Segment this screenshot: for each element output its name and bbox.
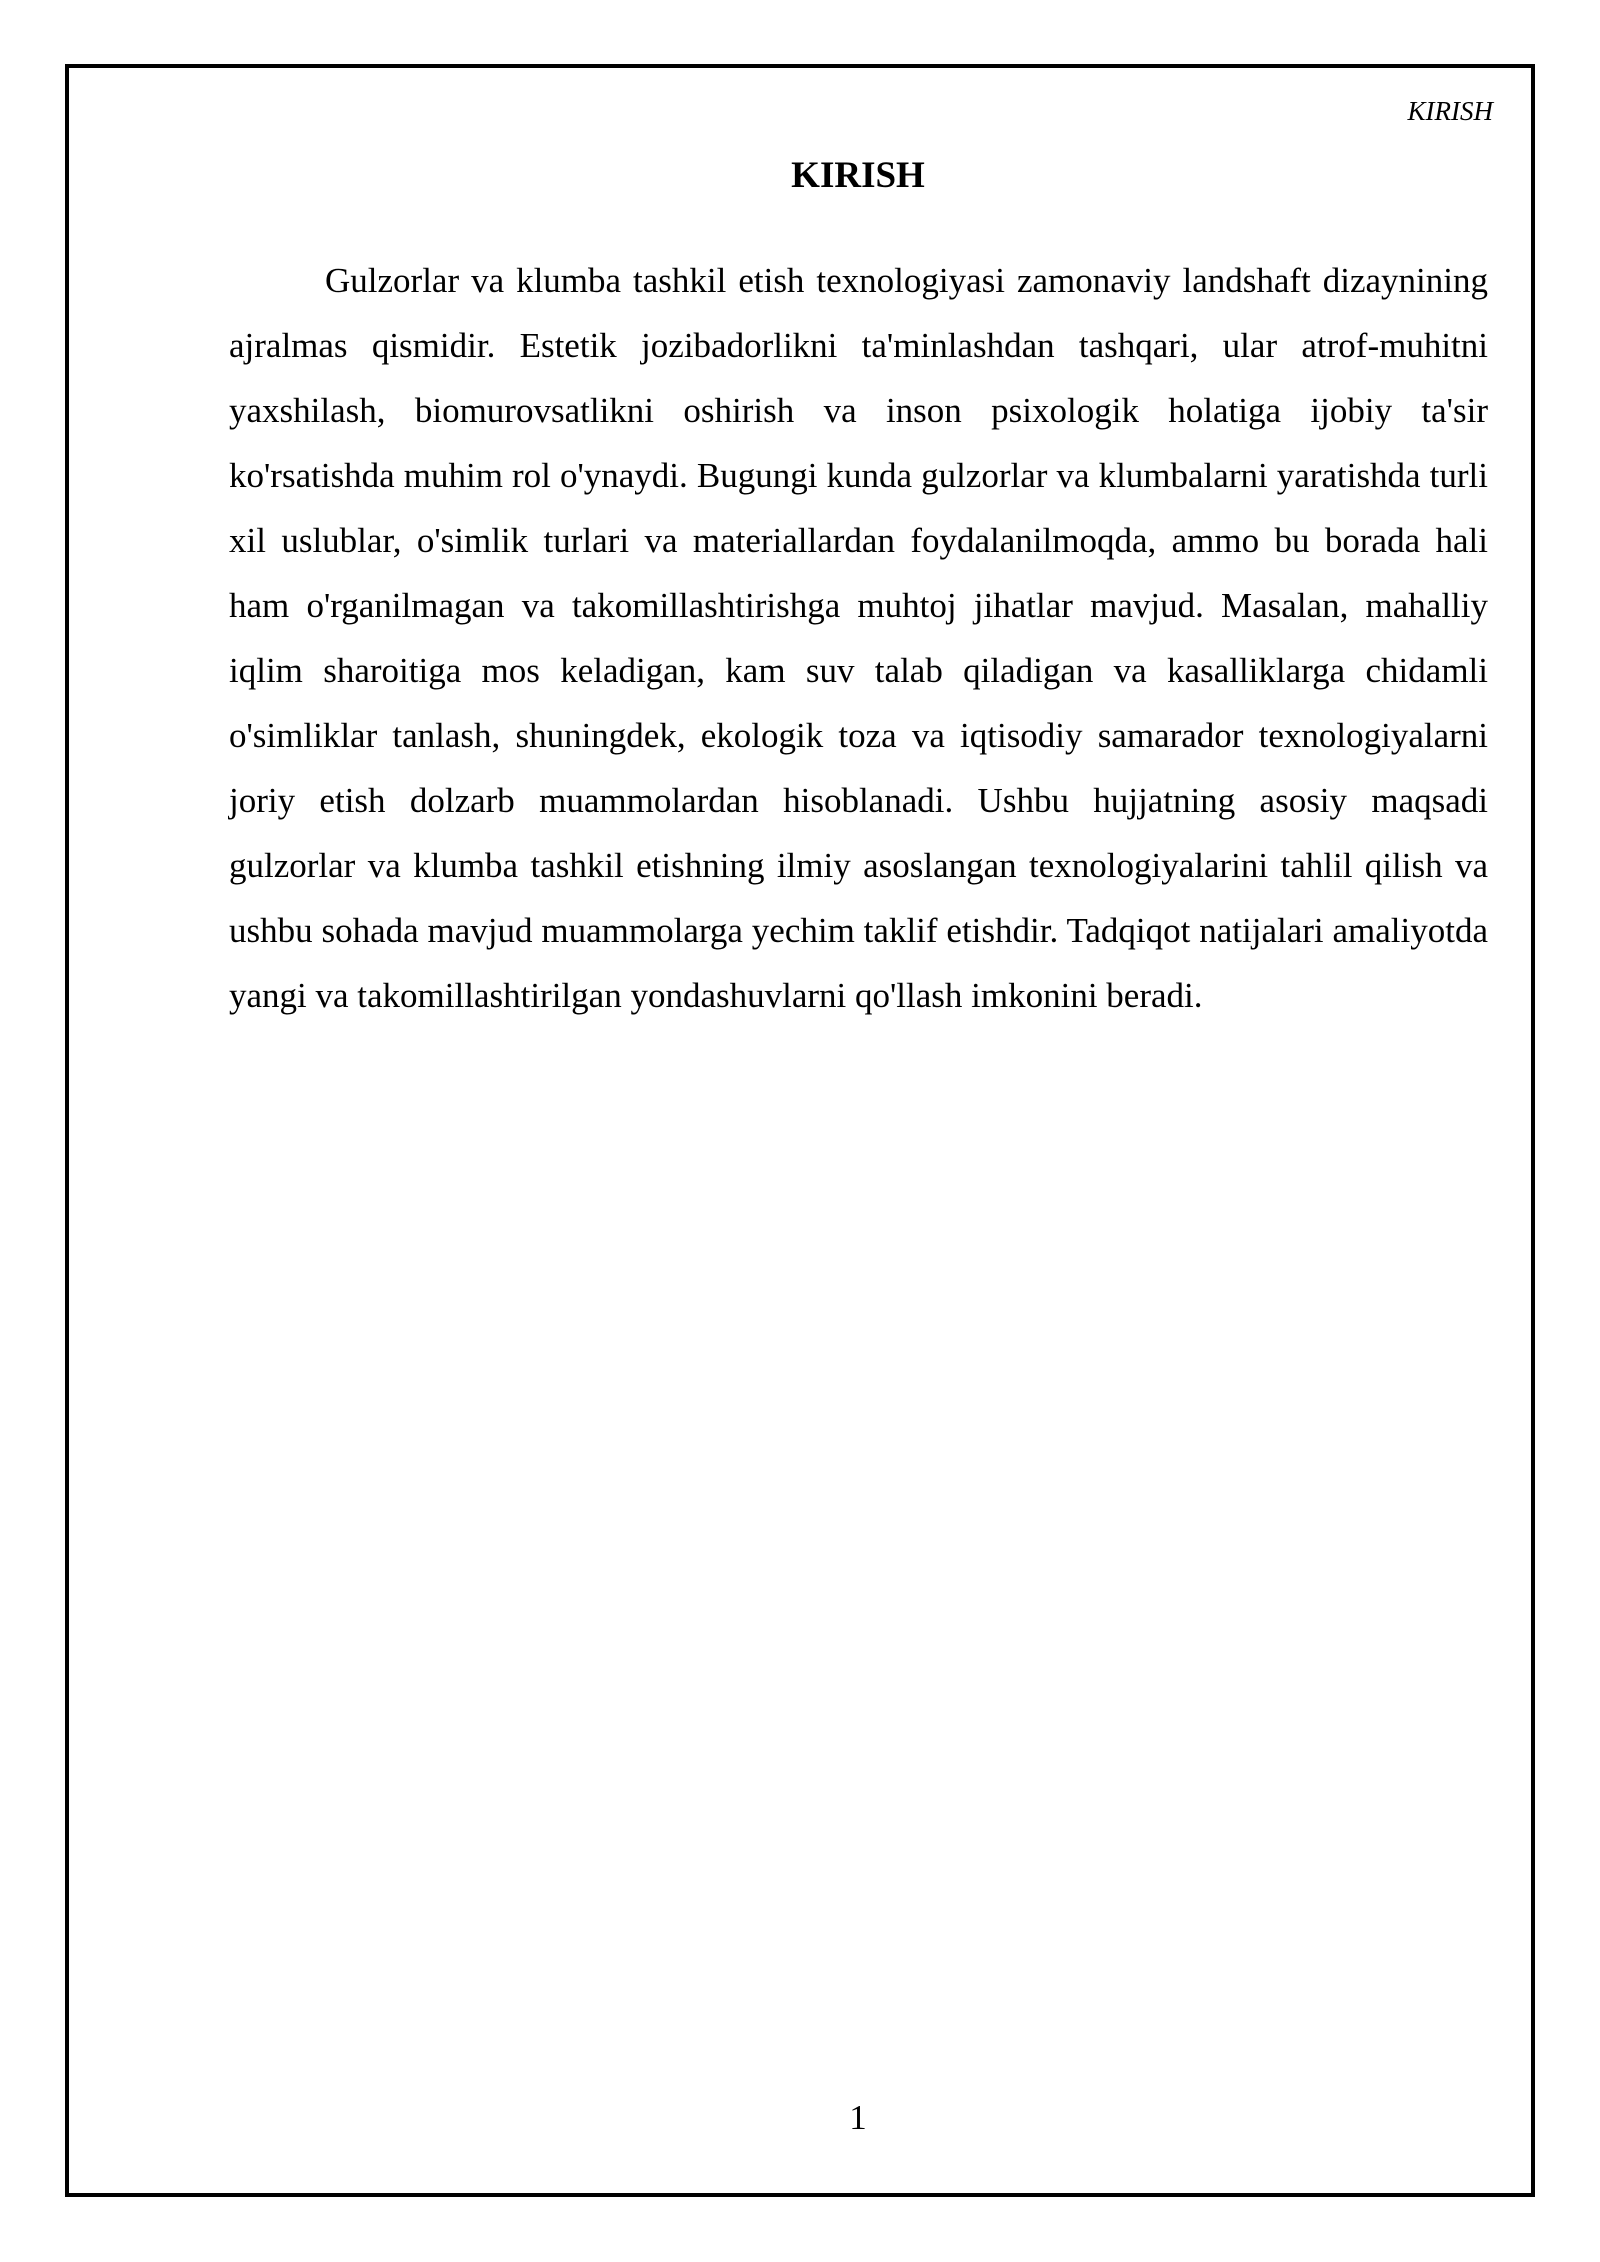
page-number: 1 bbox=[849, 2098, 867, 2137]
body-paragraph: Gulzorlar va klumba tashkil etish texnologiyasi zamonaviy landshaft dizaynining ajralmas qismidir. Estetik jozibadorlikni ta'minlashdan tashqari, ular atrof-muhitni yaxshilash, biomurovsatlikni oshirish va inson psixologik holatiga ijobiy ta'sir ko'rsatishda muhim rol o'ynaydi. Bugungi kunda gulzorlar va klumbalarni yaratishda turli xil uslublar, o'simlik turlari va materiallardan foydalanilmoqda, ammo bu borada hali ham o'rganilmagan va takomillashtirishga muhtoj jihatlar mavjud. Masalan, mahalliy iqlim sharoitiga mos keladigan, kam suv talab qiladigan va kasalliklarga chidamli o'simliklar tanlash, shuningdek, ekologik toza va iqtisodiy samarador texnologiyalarni joriy etish dolzarb muammolardan hisoblanadi. Ushbu hujjatning asosiy maqsadi gulzorlar va klumba tashkil etishning ilmiy asoslangan texnologiyalarini tahlil qilish va ushbu sohada mavjud muammolarga yechim taklif etishdir. Tadqiqot natijalari amaliyotda yangi va takomillashtirilgan yondashuvlarni qo'llash imkonini beradi. bbox=[229, 261, 1488, 1015]
running-header: KIRISH bbox=[1407, 96, 1493, 126]
page-title: KIRISH bbox=[791, 155, 925, 196]
